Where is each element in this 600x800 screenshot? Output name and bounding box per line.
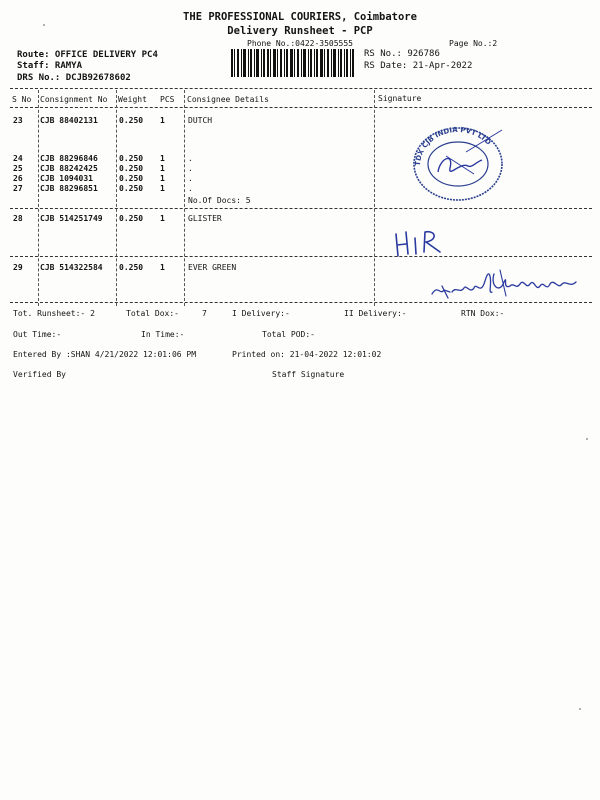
row-pcs: 1	[160, 154, 165, 163]
row-sno: 27	[13, 184, 23, 193]
route-label: Route: OFFICE DELIVERY PC4	[17, 50, 158, 60]
col-separator	[116, 90, 117, 306]
row-details: DUTCH	[188, 116, 213, 125]
row-consignment: CJB 88402131	[40, 116, 98, 125]
col-consignee: Consignee Details	[187, 95, 269, 104]
row-pcs: 1	[160, 214, 165, 223]
drs-number: DRS No.: DCJB92678602	[17, 73, 131, 83]
header-rule-top	[10, 88, 592, 89]
row-details: .	[188, 184, 193, 193]
row-sno: 25	[13, 164, 23, 173]
row-consignment: CJB 88242425	[40, 164, 98, 173]
col-pcs: PCS	[160, 95, 175, 104]
row-pcs: 1	[160, 174, 165, 183]
row-rule	[10, 256, 592, 257]
out-time: Out Time:-	[13, 330, 62, 339]
col-separator	[38, 90, 39, 306]
header-rule-bottom	[10, 107, 592, 108]
ii-delivery: II Delivery:-	[344, 309, 407, 318]
staff-label: Staff: RAMYA	[17, 61, 83, 71]
row-sno: 23	[13, 116, 23, 125]
page-number: Page No.:2	[449, 39, 498, 48]
company-title: THE PROFESSIONAL COURIERS, Coimbatore	[183, 11, 417, 23]
row-pcs: 1	[160, 184, 165, 193]
row-pcs: 1	[160, 164, 165, 173]
row-details: EVER GREEN	[188, 263, 237, 272]
row-rule	[10, 208, 592, 209]
col-consignment: Consignment No	[40, 95, 108, 104]
row-pcs: 1	[160, 263, 165, 272]
row-consignment: CJB 514322584	[40, 263, 103, 272]
rtn-dox: RTN Dox:-	[461, 309, 505, 318]
rs-date: RS Date: 21-Apr-2022	[364, 61, 473, 71]
row-sno: 24	[13, 154, 23, 163]
scan-speck	[579, 708, 581, 710]
staff-signature: Staff Signature	[272, 370, 345, 379]
row-weight: 0.250	[119, 184, 144, 193]
in-time: In Time:-	[141, 330, 185, 339]
stamp-text: TDX CJB INDIA PVT LTD	[413, 125, 493, 167]
row-weight: 0.250	[119, 164, 144, 173]
row-details: .	[188, 154, 193, 163]
printed-on: Printed on: 21-04-2022 12:01:02	[232, 350, 382, 359]
row-details: GLISTER	[188, 214, 222, 223]
row-consignment: CJB 514251749	[40, 214, 103, 223]
row-weight: 0.250	[119, 174, 144, 183]
runsheet-title: Delivery Runsheet - PCP	[227, 25, 373, 37]
row-pcs: 1	[160, 116, 165, 125]
row-sno: 28	[13, 214, 23, 223]
col-signature: Signature	[378, 94, 422, 103]
row-details: .	[188, 164, 193, 173]
phone-number: Phone No.:0422-3505555	[247, 39, 353, 48]
barcode	[231, 49, 355, 77]
rs-number: RS No.: 926786	[364, 49, 440, 59]
i-delivery: I Delivery:-	[232, 309, 290, 318]
no-of-docs: No.Of Docs: 5	[188, 196, 251, 205]
handwritten-signature	[430, 264, 580, 306]
tot-runsheet: Tot. Runsheet:- 2	[13, 309, 95, 318]
col-separator	[184, 90, 185, 306]
col-sno: S No	[12, 95, 32, 104]
row-details: .	[188, 174, 193, 183]
row-weight: 0.250	[119, 116, 144, 125]
row-weight: 0.250	[119, 154, 144, 163]
row-consignment: CJB 88296851	[40, 184, 98, 193]
row-weight: 0.250	[119, 214, 144, 223]
handwritten-mark	[390, 226, 450, 260]
total-dox-label: Total Dox:-	[126, 309, 179, 318]
entered-by: Entered By :SHAN 4/21/2022 12:01:06 PM	[13, 350, 197, 359]
company-stamp	[410, 122, 506, 202]
total-pod: Total POD:-	[262, 330, 315, 339]
row-consignment: CJB 88296846	[40, 154, 98, 163]
verified-by: Verified By	[13, 370, 66, 379]
scan-speck	[586, 438, 588, 440]
row-consignment: CJB 1094031	[40, 174, 93, 183]
col-weight: Weight	[118, 95, 147, 104]
row-weight: 0.250	[119, 263, 144, 272]
row-sno: 29	[13, 263, 23, 272]
col-separator	[374, 90, 375, 306]
row-sno: 26	[13, 174, 23, 183]
total-dox-value: 7	[202, 309, 207, 318]
